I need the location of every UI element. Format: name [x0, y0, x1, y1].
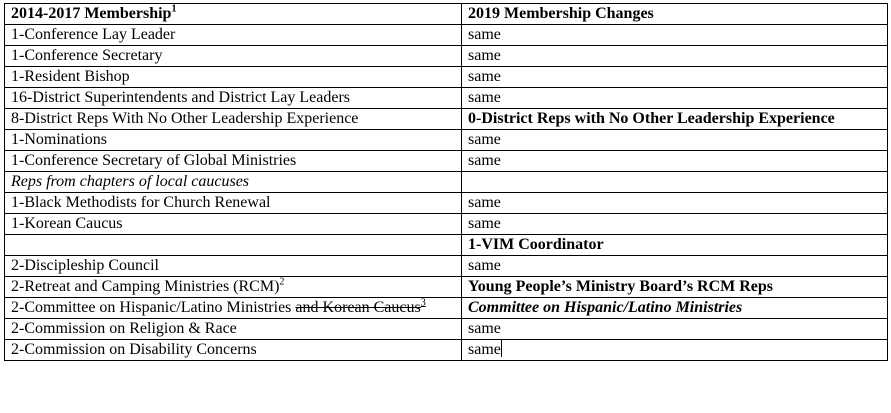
struck-out-text: and Korean Caucus: [295, 299, 421, 316]
table-row: [5, 88, 888, 109]
table-cell-left: 16-District Superintendents and District Lay Leaders: [5, 88, 462, 109]
table-row: [5, 25, 888, 46]
table-cell-left: 1-Nominations: [5, 130, 462, 151]
table-cell-right-with-caret[interactable]: [462, 340, 888, 361]
table-cell-left-with-strikethrough: [5, 298, 462, 319]
cell-text: 2-Committee on Hispanic/Latino Ministries: [11, 299, 292, 316]
table-cell-right: same: [462, 256, 888, 277]
strikethrough-text: [295, 299, 425, 316]
table-cell-right: same: [462, 319, 888, 340]
table-cell-right: same: [462, 214, 888, 235]
header-2014-2017-label: 2014-2017 Membership: [11, 5, 172, 22]
table-cell-left: 1-Conference Lay Leader: [5, 25, 462, 46]
header-2019-label: 2019 Membership Changes: [468, 5, 654, 22]
table-cell-left: [5, 277, 462, 298]
table-row: [5, 130, 888, 151]
footnote-1-marker: 1: [171, 3, 177, 15]
table-cell-right-bold-italic: Committee on Hispanic/Latino Ministries: [462, 298, 888, 319]
table-cell-right: same: [462, 88, 888, 109]
table-cell-right-bold: 1-VIM Coordinator: [462, 235, 888, 256]
table-cell-right: same: [462, 151, 888, 172]
cell-text: 2-Retreat and Camping Ministries (RCM): [11, 278, 280, 295]
table-cell-right: same: [462, 67, 888, 88]
table-row: [5, 46, 888, 67]
table-row: [5, 319, 888, 340]
table-cell-right: same: [462, 130, 888, 151]
membership-table: [4, 3, 888, 361]
table-row: [5, 193, 888, 214]
footnote-2-marker: 2: [279, 276, 285, 288]
table-cell-right-bold: 0-District Reps with No Other Leadership Experience: [462, 109, 888, 130]
table-cell-right-empty: [462, 172, 888, 193]
table-row: [5, 235, 888, 256]
table-row: [5, 151, 888, 172]
table-row: [5, 340, 888, 361]
table-row: [5, 277, 888, 298]
table-cell-right: same: [462, 46, 888, 67]
table-cell-left: 2-Discipleship Council: [5, 256, 462, 277]
table-cell-left-empty: [5, 235, 462, 256]
table-row: [5, 172, 888, 193]
table-row: [5, 67, 888, 88]
table-cell-right-bold: Young People’s Ministry Board’s RCM Reps: [462, 277, 888, 298]
table-cell-left: 2-Commission on Disability Concerns: [5, 340, 462, 361]
table-row: [5, 298, 888, 319]
table-cell-left: 1-Black Methodists for Church Renewal: [5, 193, 462, 214]
table-row: [5, 256, 888, 277]
table-cell-left: 8-District Reps With No Other Leadership Experience: [5, 109, 462, 130]
table-cell-left: 1-Korean Caucus: [5, 214, 462, 235]
text-cursor: [501, 340, 502, 357]
table-cell-left: 1-Conference Secretary: [5, 46, 462, 67]
cell-text: same: [468, 341, 501, 358]
table-cell-right: same: [462, 25, 888, 46]
table-cell-left-italic: Reps from chapters of local caucuses: [5, 172, 462, 193]
footnote-3-marker: 3: [420, 297, 426, 309]
table-cell-left: 1-Resident Bishop: [5, 67, 462, 88]
table-cell-left: 1-Conference Secretary of Global Ministries: [5, 151, 462, 172]
table-cell-right: same: [462, 193, 888, 214]
table-row: [5, 109, 888, 130]
table-header-row: [5, 4, 888, 25]
table-cell-left: 2-Commission on Religion & Race: [5, 319, 462, 340]
table-row: [5, 214, 888, 235]
header-cell-2019: [462, 4, 888, 25]
header-cell-2014-2017: [5, 4, 462, 25]
